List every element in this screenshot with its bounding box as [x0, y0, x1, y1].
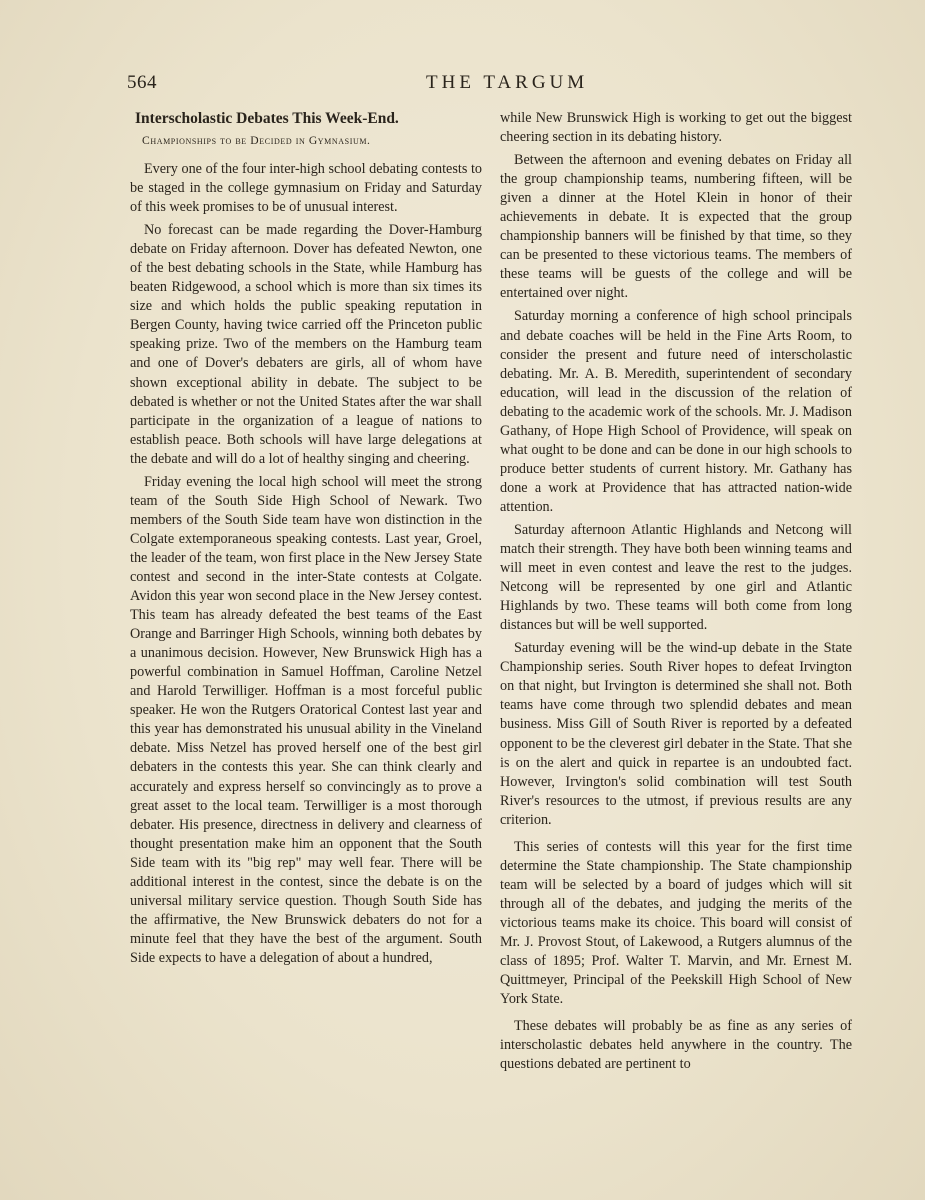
paragraph-saturday-evening: Saturday evening will be the wind-up debate in the State Championship series. South River hopes to defeat Irvington on that night, but Irvington is determined she shall not. Both teams have come through two splendid debates and mean business. Miss Gill of South River is reported by a defeated opponent to be the cleverest girl debater in the State. That she is on the alert and quick in repartee is an undoubted fact. However, Irvington's solid combination will test South River's resources to the utmost, if previous results are any criterion. — [500, 640, 852, 828]
paragraph-dover-hamburg: No forecast can be made regarding the Dover-Hamburg debate on Friday afternoon. Dover has defeated Newton, one of the best debating schools in the State, while Hamburg has beaten Ridgewood, a school which is more than six times its size and which holds the public speaking reputation in Bergen County, having twice carried off the Princeton public speaking prize. Two of the members on the Hamburg team and one of Dover's debaters are girls, all of whom have shown exceptional ability in debate. The subject to be debated is whether or not the United States after the war shall participate in the organization of a league of nations to establish peace. Both schools will have large delegations at the debate and will do a lot of healthy singing and cheering. — [130, 222, 482, 467]
running-head: THE TARGUM — [426, 72, 589, 93]
page-number: 564 — [127, 72, 157, 93]
left-column — [130, 109, 482, 972]
paragraph-friday-evening: Friday evening the local high school will meet the strong team of the South Side High School of Newark. Two members of the South Side team have won distinction in the Colgate extemporaneous speaking contests. Last year, Groel, the leader of the team, won first place in the New Jersey State contest and second in the inter-State contests at Colgate. Avidon this year won second place in the New Jersey contest. This team has already defeated the best teams of the East Orange and Barringer High Schools, winning both debates by a unanimous decision. However, New Brunswick High has a powerful combination in Samuel Hoffman, Caroline Netzel and Harold Terwilliger. Hoffman is a most forceful public speaker. He won the Rutgers Oratorical Contest last year and this year has demonstrated his unusual ability in the Vineland debate. Miss Netzel has proved herself one of the best girl debaters in the contests this year. She can think clearly and accurately and express herself so convincingly as to prove a great asset to the local team. Terwilliger is a most thorough debater. His presence, directness in delivery and clearness of thought presentation make him an opponent that the South Side team with its "big rep" may well fear. There will be additional interest in the contest, since the debate is on the universal military service question. Though South Side has the affirmative, the New Brunswick debaters do not for a minute feel that they have the best of the argument. South Side expects to have a delegation of about a hundred, — [130, 473, 482, 966]
right-column — [500, 109, 852, 1078]
article-subheading: Championships to be Decided in Gymnasium. — [142, 134, 371, 147]
paragraph-saturday-afternoon: Saturday afternoon Atlantic Highlands and Netcong will match their strength. They have both been winning teams and will meet in even contest and leave the rest to the judges. Netcong will be represented by one girl and Atlantic Highlands by two. These teams will both come from long distances but will be well supported. — [500, 521, 852, 634]
paragraph-continuation: while New Brunswick High is working to get out the biggest cheering section in its debating history. — [500, 110, 852, 146]
paragraph-dinner: Between the afternoon and evening debates on Friday all the group championship teams, numbering fifteen, will be given a dinner at the Hotel Klein in honor of their achievements in debate. It is expected that the group championship banners will be finished by that time, so they can be presented to these victorious teams. The members of these teams will be guests of the college and will be entertained over night. — [500, 152, 852, 302]
paragraph-closing: These debates will probably be as fine as any series of interscholastic debates held anywhere in the country. The questions debated are pertinent to — [500, 1018, 852, 1073]
paragraph-intro: Every one of the four inter-high school debating contests to be staged in the college gymnasium on Friday and Saturday of this week promises to be of unusual interest. — [130, 161, 482, 216]
article-headline: Interscholastic Debates This Week-End. — [135, 110, 399, 127]
paragraph-judges: This series of contests will this year for the first time determine the State championship. The State championship team will be selected by a board of judges which will sit through all of the debates, and judging the merits of the victorious teams make its choice. This board will consist of Mr. J. Provost Stout, of Lakewood, a Rutgers alumnus of the class of 1895; Prof. Walter T. Marvin, and Mr. Ernest M. Quittmeyer, Principal of the Peekskill High School of New York State. — [500, 838, 852, 1008]
paragraph-conference: Saturday morning a conference of high school principals and debate coaches will be held in the Fine Arts Room, to consider the present and future need of interscholastic debating. Mr. A. B. Meredith, superintendent of secondary education, will lead in the discussion of the relation of debating to the academic work of the schools. Mr. J. Madison Gathany, of Hope High School of Providence, will speak on what ought to be done and can be done in our high schools to produce better students of current history. Mr. Gathany has done a work at Providence that has attracted nation-wide attention. — [500, 308, 852, 515]
